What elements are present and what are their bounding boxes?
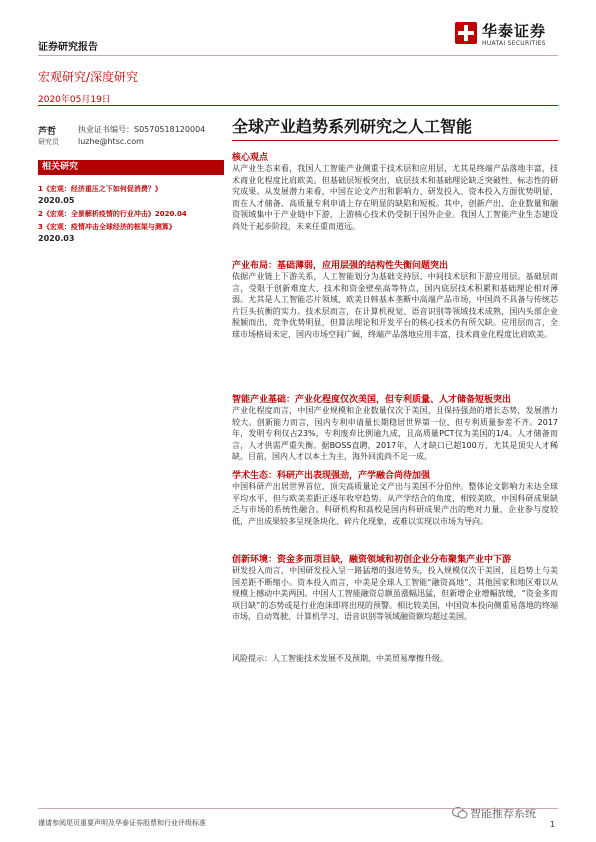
section-body-industry-layout: 依据产业链上下游关系，人工智能划分为基础支持层、中间技术层和下游应用层。基础层而言，受限于创新难度大、技术和资金壁垒高等特点，国内底层技术积累和基础理论相对薄弱。尤其是人工智能芯片领域，欧美日韩基本垄断中高端产品市场，中国尚不具备与传统芯片巨头抗衡的实力。技术层而言，在计算机视觉、语音识别等领域技术成熟，国内头部企业脱颖而出，竞争优势明显，但算法理论和开发平台的核心技术仍有所欠缺。应用层而言，全球市场格局未定，国内市场空间广阔，终端产品落地应用丰富，技术商业化程度比肩欧美。 [232, 272, 558, 339]
analyst-email[interactable]: luzhe@htsc.com [78, 137, 144, 146]
brand-name: 华泰证券 [482, 22, 547, 40]
report-category: 宏观研究/深度研究 [38, 70, 139, 84]
report-title: 全球产业趋势系列研究之人工智能 [232, 117, 473, 136]
section-heading-innovation: 创新环境：资金多而项目缺，融资领域和初创企业分布聚集产业中下游 [232, 555, 512, 565]
analyst-name: 芦哲 [38, 127, 57, 137]
related-item-date: 2020.05 [38, 196, 75, 205]
analyst-role: 研究员 [38, 138, 59, 146]
header-divider [38, 55, 558, 56]
footer-divider [38, 808, 558, 809]
huatai-logo-icon [455, 22, 477, 44]
section-heading-industry-layout: 产业布局：基础薄弱，应用层强的结构性失衡问题突出 [232, 261, 449, 271]
wechat-account-name: 智能推荐系统 [470, 807, 536, 820]
analyst-license: 执业证书编号：S0570518120004 [78, 125, 206, 134]
title-divider [232, 140, 558, 141]
risk-warning: 风险提示：人工智能技术发展不及预期、中美贸易摩擦升级。 [232, 654, 448, 663]
section-heading-academic: 学术生态：科研产出表现强劲，产学融合尚待加强 [232, 471, 431, 481]
page-number: 1 [550, 820, 556, 829]
related-item[interactable]: 1《宏观：经济重压之下如何促消费？》 [38, 185, 162, 193]
footer-disclaimer: 谨请参阅尾页重要声明及华泰证券股票和行业评级标准 [38, 819, 206, 827]
brand-subtitle: HUATAI SECURITIES [482, 40, 546, 47]
date-divider [38, 105, 558, 106]
section-body-innovation: 研发投入而言，中国研发投入呈一路猛增的强进势头，投入规模仅次于美国，且趋势上与美国差距不断缩小。资本投入而言，中美是全球人工智能“融资高地”，其他国家和地区难以从规模上撼动中美两国。中国人工智能融资总额虽涨幅迅猛，但新增企业增幅放缓，“资金多而项目缺”的态势或是行业泡沫即将出现的预警。相比较美国，中国资本投向侧重易落地的终端市场，自动驾驶、计算机学习、语音识别等领域融资额均超过美国。 [232, 566, 558, 622]
section-body-core: 从产业生态来看，我国人工智能产业侧重于技术层和应用层，尤其是终端产品落地丰富，技术商业化程度比肩欧美。但基础层短板突出，底层技术和基础理论缺乏突破性、标志性的研究成果。从发展潜力来看，中国在论文产出和影响力、研发投入、资本投入方面优势明显，而在人才储备、高质量专利申请上存在明显的缺陷和短板。其中，创新产出、企业数量和融资领域集中于产业链中下游，上游核心技术仍受制于国外企业。我国人工智能产业生态建设尚处于起步阶段，未来任重而道远。 [232, 164, 558, 231]
related-research-heading: 相关研究 [38, 160, 224, 175]
related-item[interactable]: 2《宏观：全景解析疫情的行业冲击》2020.04 [38, 210, 187, 218]
report-type: 证券研究报告 [38, 42, 98, 53]
section-heading-industry-base: 智能产业基础：产业化程度仅次美国，但专利质量、人才储备短板突出 [232, 395, 512, 405]
related-item-date: 2020.03 [38, 234, 75, 243]
section-body-industry-base: 产业化程度而言，中国产业规模和企业数量仅次于美国，且保持强劲的增长态势，发展潜力较大。创新能力而言，国内专利申请量长期稳居世界第一位，但专利质量参差不齐。2017年，发明专利仅占23%，专利废弃比例逾九成，且高质量PCT仅为美国的1/4。人才储备而言，人才供需严重失衡。据BOSS直聘，2017年，人才缺口已超100万，尤其是顶尖人才稀缺。目前，国内人才以本土为主，海外回流尚不足一成。 [232, 406, 558, 462]
related-item[interactable]: 3《宏观：疫情冲击全球经济的框架与测算》 [38, 223, 176, 231]
section-heading-core: 核心观点 [232, 153, 269, 163]
section-body-academic: 中国科研产出居世界首位，顶尖高质量论文产出与美国不分伯仲。整体论文影响力未达全球平均水平，但与欧美差距正逐年收窄趋势。从产学结合的角度，相较美欧，中国科研成果缺乏与市场的系统性融合。科研机构和高校是国内科研成果产出的绝对力量，企业参与度较低，产出成果较多呈现条块化、碎片化现象，或难以实现以市场为导向。 [232, 482, 558, 526]
report-date: 2020年05月19日 [38, 95, 111, 105]
